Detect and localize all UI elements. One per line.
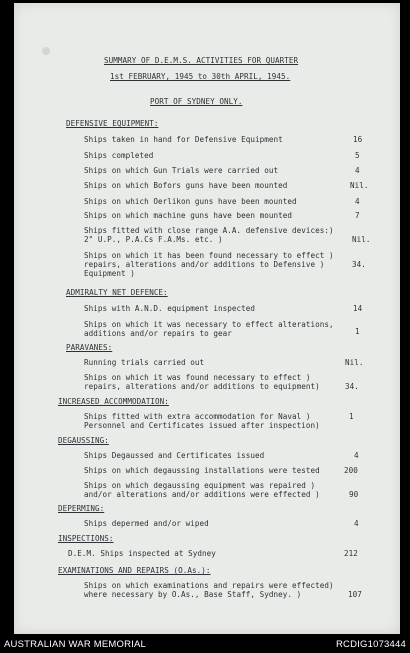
document-period: 1st FEBRUARY, 1945 to 30th APRIL, 1945. <box>110 72 291 81</box>
row-label: where necessary by O.As., Base Staff, Sydney. ) <box>84 590 302 599</box>
row-label: Ships on which machine guns have been mounted <box>84 211 292 220</box>
row-value: 1 <box>355 327 360 336</box>
row-value: 4 <box>354 451 359 460</box>
document-port: PORT OF SYDNEY ONLY. <box>150 97 243 106</box>
row-label: Equipment ) <box>84 269 135 278</box>
row-value: Nil. <box>345 358 364 367</box>
row-value: 4 <box>355 166 360 175</box>
section-heading: ADMIRALTY NET DEFENCE: <box>66 288 168 297</box>
row-label: and/or alterations and/or additions were effected ) <box>84 490 320 499</box>
row-value: 34. <box>345 382 359 391</box>
section-heading: PARAVANES: <box>66 343 113 352</box>
row-label: additions and/or repairs to gear <box>84 329 232 338</box>
row-label: Ships on which it has been found necessary to effect ) <box>84 251 334 260</box>
row-label: Running trials carried out <box>84 358 205 367</box>
row-label: repairs, alterations and/or additions to Defensive ) <box>84 260 325 269</box>
row-label: Ships on which it was found necessary to effect ) <box>84 373 311 382</box>
row-label: Ships on which Gun Trials were carried out <box>84 166 279 175</box>
row-label: repairs, alterations and/or additions to equipment) <box>84 382 320 391</box>
row-value: 16 <box>353 135 363 144</box>
row-value: 90 <box>349 490 359 499</box>
section-heading: DEFENSIVE EQUIPMENT: <box>66 119 159 128</box>
section-heading: INSPECTIONS: <box>58 534 114 543</box>
row-label: Ships on which degaussing equipment was repaired ) <box>84 481 316 490</box>
row-label: Ships with A.N.D. equipment inspected <box>84 304 256 313</box>
section-heading: DEPERMING: <box>58 504 105 513</box>
row-label: Ships on which Oerlikon guns have been mounted <box>84 197 297 206</box>
row-label: D.E.M. Ships inspected at Sydney <box>68 549 216 558</box>
row-label: Ships on which degaussing installations were tested <box>84 466 320 475</box>
row-value: Nil. <box>350 181 369 190</box>
row-value: 5 <box>355 151 360 160</box>
row-label: Personnel and Certificates issued after inspection) <box>84 421 320 430</box>
archive-footer <box>0 637 410 653</box>
document-page <box>14 3 400 634</box>
row-label: Ships taken in hand for Defensive Equipment <box>84 135 283 144</box>
section-heading: EXAMINATIONS AND REPAIRS (O.As.): <box>58 566 211 575</box>
row-label: Ships on which Bofors guns have been mounted <box>84 181 288 190</box>
row-label: Ships fitted with close range A.A. defensive devices:) <box>84 226 334 235</box>
row-value: 14 <box>353 304 363 313</box>
row-value: 34. <box>352 260 366 269</box>
row-value: 4 <box>355 197 360 206</box>
archive-name: AUSTRALIAN WAR MEMORIAL <box>4 639 147 650</box>
row-value: 200 <box>344 466 358 475</box>
section-heading: DEGAUSSING: <box>58 436 109 445</box>
row-label: Ships depermed and/or wiped <box>84 519 209 528</box>
row-label: Ships Degaussed and Certificates issued <box>84 451 265 460</box>
row-label: Ships on which it was necessary to effect alterations, <box>84 320 334 329</box>
row-value: Nil. <box>352 235 371 244</box>
row-label: Ships on which examinations and repairs were effected) <box>84 581 334 590</box>
document-title: SUMMARY OF D.E.M.S. ACTIVITIES FOR QUARTER <box>104 56 299 65</box>
punch-hole <box>42 47 50 55</box>
section-heading: INCREASED ACCOMMODATION: <box>58 397 169 406</box>
row-value: 1 <box>349 412 354 421</box>
row-label: Ships completed <box>84 151 154 160</box>
row-value: 7 <box>355 211 360 220</box>
archive-reference: RCDIG1073444 <box>336 639 406 650</box>
row-value: 107 <box>348 590 362 599</box>
row-label: Ships fitted with extra accommodation for Naval ) <box>84 412 311 421</box>
row-value: 4 <box>354 519 359 528</box>
row-value: 212 <box>344 549 358 558</box>
row-label: 2" U.P., P.A.Cs F.A.Ms. etc. ) <box>84 235 223 244</box>
